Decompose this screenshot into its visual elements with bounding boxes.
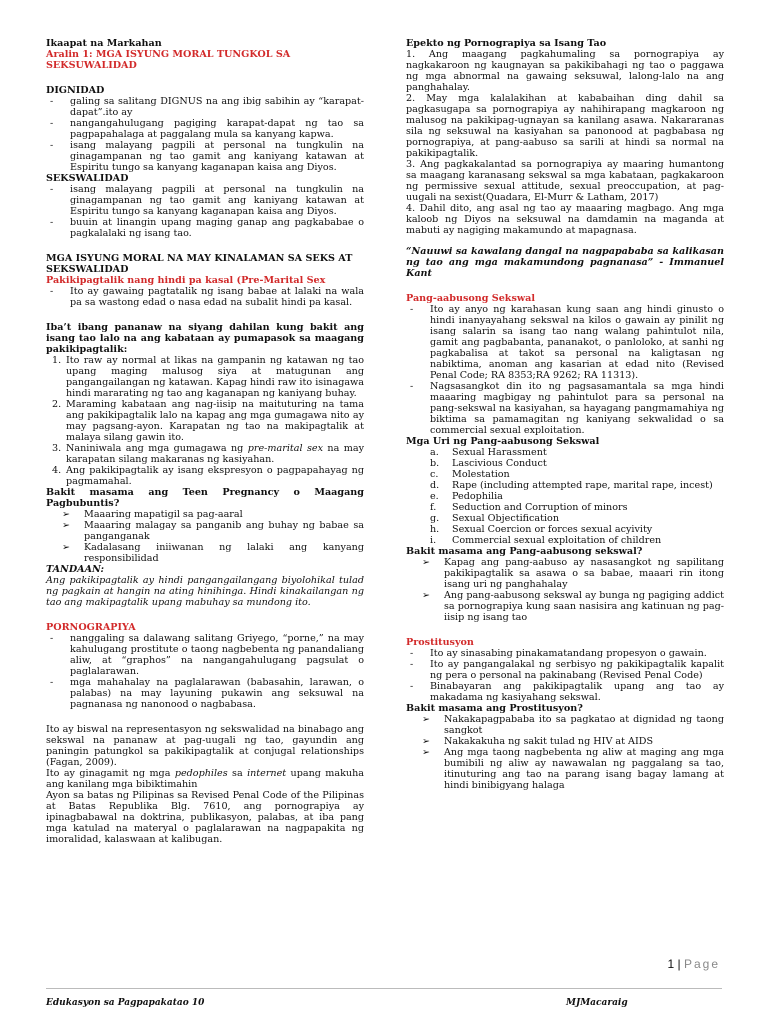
list-item: - nanggaling sa dalawang salitang Griyego, “porne,” na may kahulugang prostitute o taong nagbebenta ng panandaliang aliw, at “graphos” na nangangahulugang pagsulat o paglalarawan.	[46, 633, 364, 677]
premarital-heading: Pakikipagtalik nang hindi pa kasal (Pre-Marital Sex	[46, 275, 326, 286]
pornograpiya-heading: PORNOGRAPIYA	[46, 622, 136, 633]
arrow-bullet-icon: ➢	[62, 509, 71, 520]
list-item: ➢ Ang mga taong nagbebenta ng aliw at maging ang mga bumibili ng aliw ay nawawalan ng paggalang sa tao, itinuturing ang tao na parang isang bagay lamang at hindi binibigyang halaga	[406, 747, 724, 791]
dash-icon: -	[410, 681, 414, 692]
list-item: b. Lascivious Conduct	[430, 458, 547, 469]
teen-pregnancy-heading: Bakit masama ang Teen Pregnancy o Maagang Pagbubuntis?	[46, 487, 364, 509]
list-item: ➢ Nakakapagpababa ito sa pagkatao at dignidad ng taong sangkot	[406, 714, 724, 736]
footer-subject: Edukasyon sa Pagpapakatao 10	[46, 998, 205, 1008]
footer-divider	[46, 988, 722, 989]
list-item: d. Rape (including attempted rape, marital rape, incest)	[430, 480, 713, 491]
footer-author: MJMacaraig	[566, 998, 628, 1008]
dash-icon: -	[50, 633, 54, 644]
list-item: ➢ Nakakakuha ng sakit tulad ng HIV at AIDS	[406, 736, 724, 747]
dash-icon: -	[50, 184, 54, 195]
porno-paragraph: Ayon sa batas ng Pilipinas sa Revised Penal Code of the Pilipinas at Batas Republika Blg. 7610, ang pornograpiya ay ipinagbabawal na doktrina, publikasyon, palabas, at iba pang mga katulad na materyal o paglalarawan na nagpapakita ng imoralidad, kalaswaan at kalibugan.	[46, 790, 364, 845]
list-item: c. Molestation	[430, 469, 510, 480]
list-item: ➢ Maaaring mapatigil sa pag-aaral	[46, 509, 364, 520]
list-item: - mga mahahalay na paglalarawan (babasahin, larawan, o palabas) na may layuning pukawin ang seksuwal na pagnanasa ng nanonood o nagbabasa.	[46, 677, 364, 710]
dash-icon: -	[50, 96, 54, 107]
list-item: - galing sa salitang DIGNUS na ang ibig sabihin ay “karapat-dapat”.ito ay	[46, 96, 364, 118]
list-item: - buuin at linangin upang maging ganap ang pagkababae o pagkalalaki ng isang tao.	[46, 217, 364, 239]
list-item: - Ito ay gawaing pagtatalik ng isang babae at lalaki na wala pa sa wastong edad o nasa edad na subalit hindi pa kasal.	[46, 286, 364, 308]
sekswalidad-heading: SEKSWALIDAD	[46, 173, 129, 184]
arrow-bullet-icon: ➢	[62, 520, 71, 531]
porno-paragraph: Ito ay biswal na representasyon ng sekswalidad na binabago ang sekswal na pananaw at pag-uugali ng tao, gayundin ang paningin patungkol sa pakikipagtalik at conjugal relationships (Fagan, 2009).	[46, 724, 364, 768]
list-item: ➢ Kapag ang pang-aabuso ay nasasangkot ng sapilitang pakikipagtalik sa asawa o sa babae, maaari rin itong isang uri ng panghahalay	[406, 557, 724, 590]
pananaw-heading: Iba’t ibang pananaw na siyang dahilan kung bakit ang isang tao lalo na ang kabataan ay pumapasok sa maagang pakikipagtalik:	[46, 322, 364, 355]
list-item: h. Sexual Coercion or forces sexual acyivity	[430, 524, 653, 535]
arrow-bullet-icon: ➢	[422, 590, 431, 601]
list-item: - Ito ay anyo ng karahasan kung saan ang hindi ginusto o hindi inanyayahang sekswal na kilos o gawain ay pinilit ng isang salarin sa isang tao nang walang pahintulot nila, gamit ang pagbabanta, pananakot, o panloloko, at sanhi ng pagkabalisa at takot sa personal na kaligtasan ng nabiktima, anoman ang kasarian at edad nito (Revised Penal Code; RA 8353;RA 9262; RA 11313).	[406, 304, 724, 381]
moral-issues-heading: MGA ISYUNG MORAL NA MAY KINALAMAN SA SEKS AT SEKSWALIDAD	[46, 253, 353, 275]
quarter-label: Ikaapat na Markahan	[46, 38, 162, 49]
tandaan-label: TANDAAN:	[46, 564, 105, 575]
list-item: ➢ Ang pang-aabusong sekswal ay bunga ng pagiging addict sa pornograpiya kung saan nasisira ang katinuan ng pag-iisip ng isang tao	[406, 590, 724, 623]
list-item: 2. Maraming kabataan ang nag-iisip na maituturing na tama ang pakikipagtalik lalo na kapag ang mga gumagawa nito ay may pagsang-ayon. Karapatan ng tao na makipagtalik at malaya silang gawin ito.	[52, 399, 364, 443]
page-number: 1 | Page	[667, 957, 720, 971]
dash-icon: -	[50, 286, 54, 297]
right-column	[406, 38, 724, 791]
list-item: f. Seduction and Corruption of minors	[430, 502, 628, 513]
list-item: - Nagsasangkot din ito ng pagsasamantala sa mga hindi maaaring magbigay ng pahintulot para sa personal na pang-sekswal na kasiyahan, sa hayagang pangmamahiya ng biktima sa pamamagitan ng kaniyang sekwalidad o sa commercial sexual exploitation.	[406, 381, 724, 436]
arrow-bullet-icon: ➢	[422, 747, 431, 758]
dash-icon: -	[50, 677, 54, 688]
left-column	[46, 38, 364, 845]
uri-heading: Mga Uri ng Pang-aabusong Sekswal	[406, 436, 600, 447]
lesson-title: Aralin 1: MGA ISYUNG MORAL TUNGKOL SA SEKSUWALIDAD	[46, 49, 291, 71]
list-item: - isang malayang pagpili at personal na tungkulin na ginagampanan ng tao gamit ang kaniyang katawan at Espiritu tungo sa kanyang kaganapan kaisa ang Diyos.	[46, 140, 364, 173]
list-item: g. Sexual Objectification	[430, 513, 560, 524]
list-item: ➢ Maaaring malagay sa panganib ang buhay ng babae sa panganganak	[46, 520, 364, 542]
dash-icon: -	[50, 140, 54, 151]
tandaan-text: Ang pakikipagtalik ay hindi pangangailangang biyolohikal tulad ng pagkain at hangin na ating hinihinga. Hindi kinakailangan ng tao ang makipagtalik upang mabuhay sa mundong ito.	[46, 575, 364, 608]
epekto-heading: Epekto ng Pornograpiya sa Isang Tao	[406, 38, 607, 49]
list-item: - nangangahulugang pagiging karapat-dapat ng tao sa pagpapahalaga at paggalang mula sa kanyang kapwa.	[46, 118, 364, 140]
kant-quote: “Nauuwi sa kawalang dangal na nagpapababa sa kalikasan ng tao ang mga makamundong pagnanasa” - Immanuel Kant	[406, 246, 724, 279]
list-item: i. Commercial sexual exploitation of children	[430, 535, 662, 546]
epekto-item: 2. May mga kalalakihan at kababaihan ding dahil sa pagkasugapa sa pornograpiya ay nahihirapang magkaroon ng malusog na pakikipag-ugnayan sa kanilang asawa. Nakararanas sila ng seksuwal na kasiyahan sa panonood at pagbabasa ng pornograpiya, at pang-aabuso sa sarili at hindi sa normal na pakikipagtalik.	[406, 93, 724, 159]
dash-icon: -	[50, 217, 54, 228]
list-item: ➢ Kadalasang iniiwanan ng lalaki ang kanyang responsibilidad	[46, 542, 364, 564]
list-item: 3. Naniniwala ang mga gumagawa ng pre-marital sex na may karapatan silang makaranas ng kasiyahan.	[52, 443, 364, 465]
bakit-abuse-heading: Bakit masama ang Pang-aabusong sekswal?	[406, 546, 643, 557]
list-item: a. Sexual Harassment	[430, 447, 547, 458]
list-item: - Ito ay pangangalakal ng serbisyo ng pakikipagtalik kapalit ng pera o personal na pakinabang (Revised Penal Code)	[406, 659, 724, 681]
arrow-bullet-icon: ➢	[422, 557, 431, 568]
epekto-item: 1. Ang maagang pagkahumaling sa pornograpiya ay nagkakaroon ng kaugnayan sa pakikibahagi ng tao o paggawa ng mga abnormal na gawaing seksuwal, lalong-lalo na ang panghahalay.	[406, 49, 724, 93]
epekto-item: 3. Ang pagkakalantad sa pornograpiya ay maaring humantong sa maagang karanasang sekswal sa mga kabataan, pagkakaroon ng permissive sexual attitude, sexual preoccupation, at pag-uugali na sexist(Quadara, El-Murr & Latham, 2017)	[406, 159, 724, 203]
porno-paragraph: Ito ay ginagamit ng mga pedophiles sa internet upang makuha ang kanilang mga bibiktimahin	[46, 768, 365, 790]
dash-icon: -	[410, 304, 414, 315]
arrow-bullet-icon: ➢	[422, 736, 431, 747]
list-item: - Ito ay sinasabing pinakamatandang propesyon o gawain.	[406, 648, 724, 659]
dash-icon: -	[50, 118, 54, 129]
dash-icon: -	[410, 659, 414, 670]
dash-icon: -	[410, 648, 414, 659]
epekto-item: 4. Dahil dito, ang asal ng tao ay maaaring magbago. Ang mga kaloob ng Diyos na seksuwal na damdamin na maganda at mabuti ay nagiging makamundo at mapagnasa.	[406, 203, 724, 236]
dash-icon: -	[410, 381, 414, 392]
list-item: - Binabayaran ang pakikipagtalik upang ang tao ay makadama ng kasiyahang sekswal.	[406, 681, 724, 703]
list-item: 1. Ito raw ay normal at likas na gampanin ng katawan ng tao upang maging malusog siya at matugunan ang pangangailangan ng katawan. Kapag hindi raw ito isinagawa hindi mararating ng tao ang kaganapan ng kaniyang buhay.	[52, 355, 364, 399]
bakit-prost-heading: Bakit masama ang Prostitusyon?	[406, 703, 583, 714]
dignidad-heading: DIGNIDAD	[46, 85, 105, 96]
list-item: 4. Ang pakikipagtalik ay isang ekspresyon o pagpapahayag ng pagmamahal.	[52, 465, 364, 487]
list-item: - isang malayang pagpili at personal na tungkulin na ginagampanan ng tao gamit ang kaniyang katawan at Espiritu tungo sa kanyang kaganapan kaisa ang Diyos.	[46, 184, 364, 217]
abuse-heading: Pang-aabusong Sekswal	[406, 293, 535, 304]
list-item: e. Pedophilia	[430, 491, 503, 502]
arrow-bullet-icon: ➢	[422, 714, 431, 725]
arrow-bullet-icon: ➢	[62, 542, 71, 553]
prostitusyon-heading: Prostitusyon	[406, 637, 474, 648]
